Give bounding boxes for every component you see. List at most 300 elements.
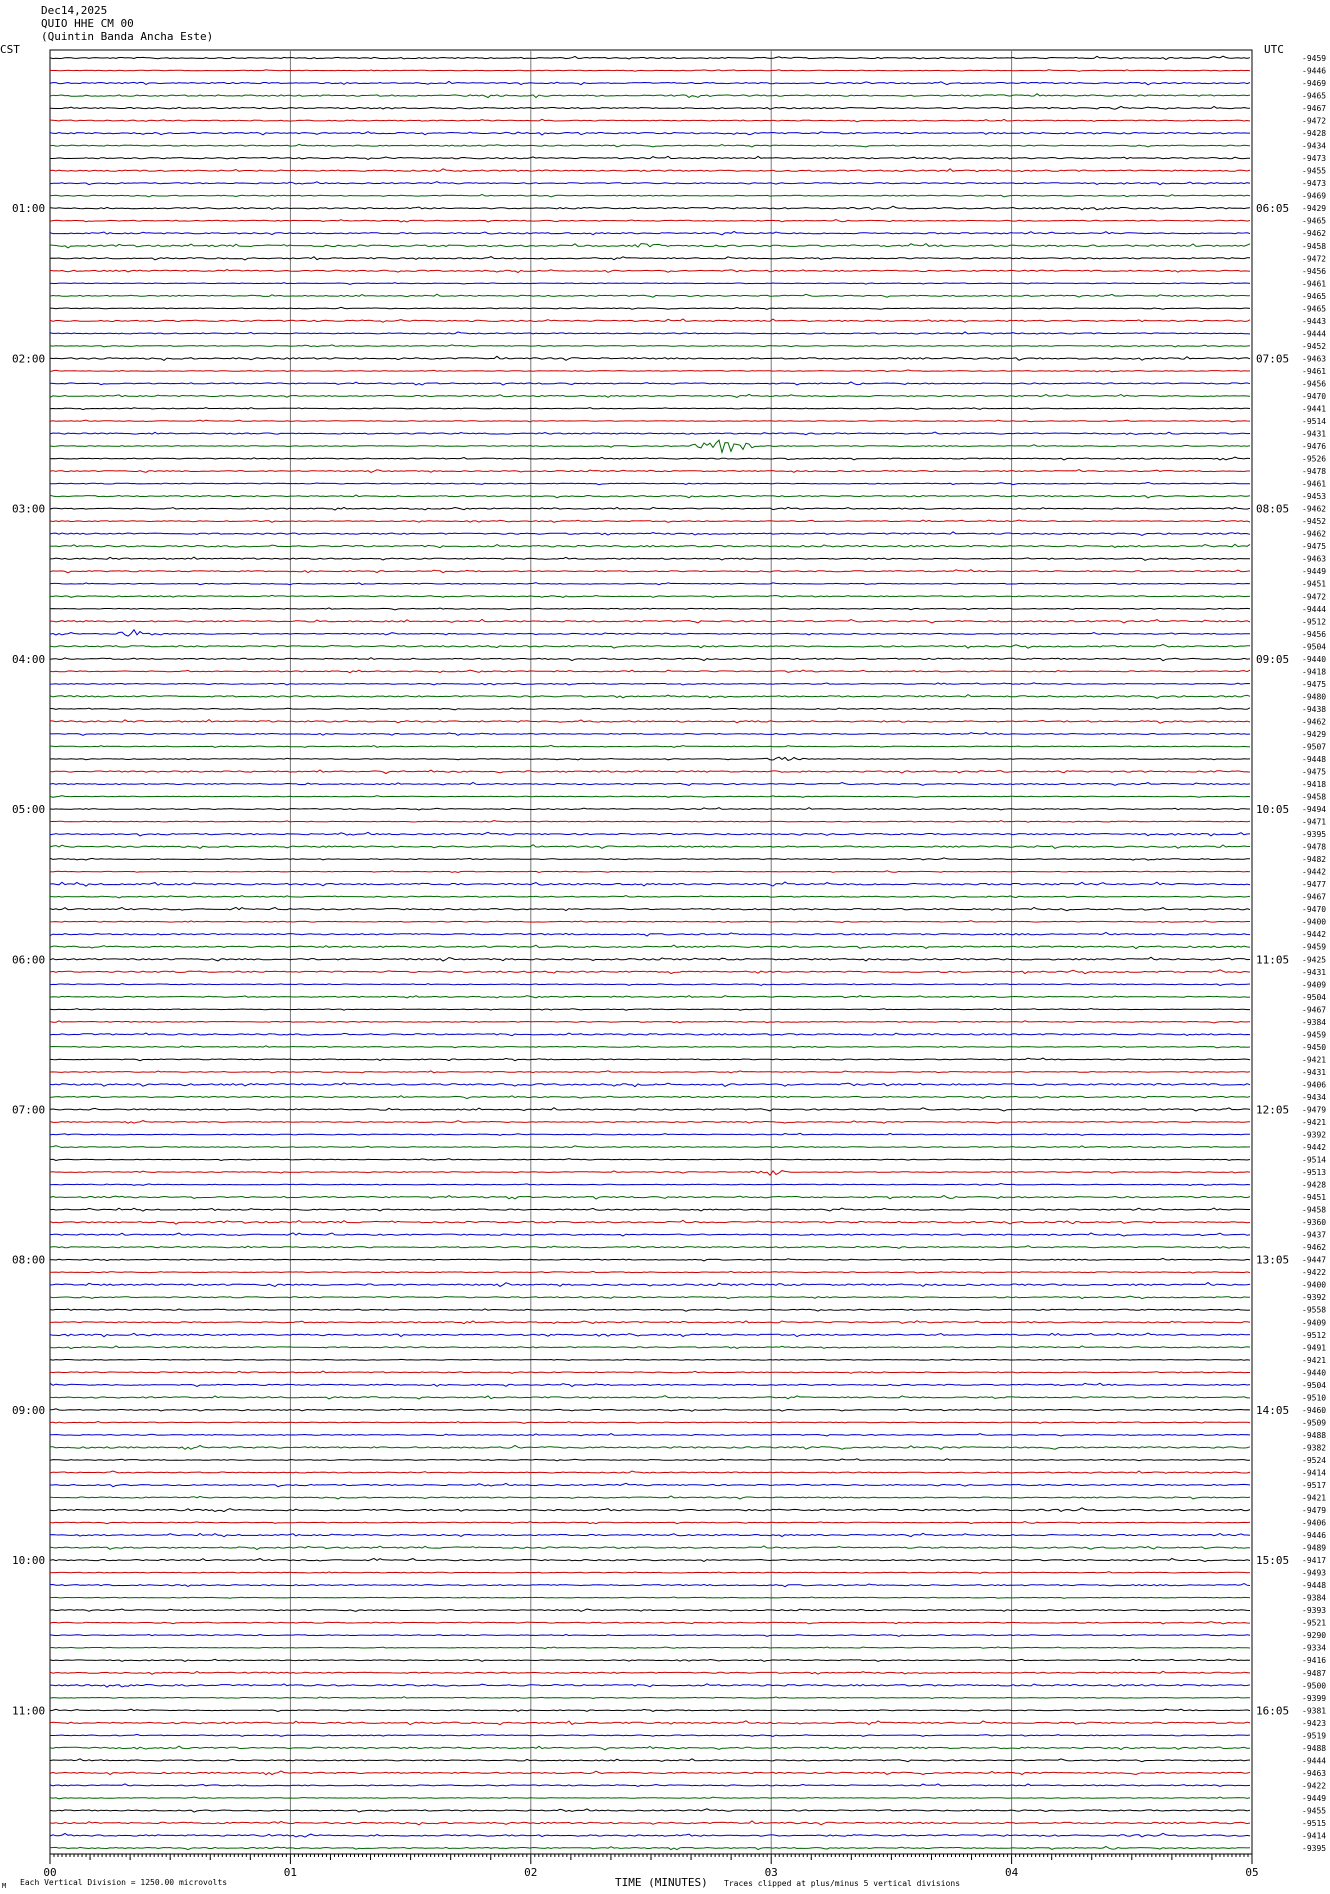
trace-value-label: -9491 [1302, 1343, 1327, 1353]
trace-value-label: -9393 [1302, 1606, 1327, 1616]
trace-value-label: -9461 [1302, 366, 1327, 376]
trace-line [50, 457, 1250, 460]
trace-line [50, 1071, 1250, 1073]
x-tick-label: 05 [1245, 1866, 1259, 1879]
right-hour-label: 13:05 [1256, 1253, 1290, 1267]
trace-value-label: -9494 [1302, 805, 1327, 815]
trace-value-label: -9462 [1302, 529, 1327, 539]
trace-line [50, 1821, 1250, 1825]
trace-value-label: -9400 [1302, 917, 1327, 927]
trace-line [50, 1021, 1250, 1023]
right-hour-label: 16:05 [1256, 1704, 1290, 1718]
trace-line [50, 1659, 1250, 1661]
trace-value-label: -9399 [1302, 1693, 1327, 1703]
trace-value-label: -9437 [1302, 1230, 1327, 1240]
trace-line [50, 156, 1250, 159]
trace-line [50, 1208, 1250, 1211]
trace-line [50, 1283, 1250, 1287]
trace-line [50, 1371, 1250, 1373]
left-hour-label: 03:00 [12, 502, 46, 516]
trace-line [50, 1246, 1250, 1249]
trace-line [50, 532, 1250, 536]
trace-line [50, 1296, 1250, 1299]
trace-line [50, 945, 1250, 949]
trace-value-label: -9472 [1302, 254, 1327, 264]
trace-value-label: -9521 [1302, 1618, 1327, 1628]
trace-line [50, 106, 1250, 109]
header-description: (Quintin Banda Ancha Este) [41, 30, 214, 43]
trace-line [50, 1258, 1250, 1261]
trace-value-label: -9429 [1302, 204, 1327, 214]
trace-value-label: -9360 [1302, 1218, 1327, 1228]
trace-line [50, 896, 1250, 899]
right-hour-label: 07:05 [1256, 352, 1290, 366]
trace-value-label: -9475 [1302, 767, 1327, 777]
trace-line [50, 1009, 1250, 1011]
trace-line [50, 1058, 1250, 1061]
trace-line [50, 1746, 1250, 1750]
trace-line [50, 619, 1250, 623]
trace-line [50, 56, 1250, 59]
trace-line [50, 408, 1250, 410]
trace-value-label: -9423 [1302, 1718, 1327, 1728]
trace-value-label: -9462 [1302, 1243, 1327, 1253]
trace-value-label: -9477 [1302, 880, 1327, 890]
x-tick-label: 02 [524, 1866, 538, 1879]
x-axis-label: TIME (MINUTES) [615, 1876, 708, 1889]
trace-value-label: -9524 [1302, 1455, 1327, 1465]
trace-line [50, 1133, 1250, 1135]
right-hour-label: 12:05 [1256, 1103, 1290, 1117]
trace-value-label: -9558 [1302, 1305, 1327, 1315]
trace-value-label: -9442 [1302, 867, 1327, 877]
trace-value-label: -9428 [1302, 1180, 1327, 1190]
trace-line [50, 244, 1250, 248]
trace-value-label: -9421 [1302, 1493, 1327, 1503]
trace-line [50, 544, 1250, 547]
trace-value-label: -9384 [1302, 1017, 1327, 1027]
trace-value-label: -9429 [1302, 729, 1327, 739]
trace-line [50, 608, 1250, 610]
trace-value-label: -9455 [1302, 166, 1327, 176]
trace-line [50, 206, 1250, 210]
trace-value-label: -9451 [1302, 1193, 1327, 1203]
trace-line [50, 1697, 1250, 1699]
trace-value-label: -9465 [1302, 304, 1327, 314]
trace-line [50, 1121, 1250, 1124]
trace-line [50, 932, 1250, 936]
trace-line [50, 1522, 1250, 1524]
trace-value-label: -9392 [1302, 1130, 1327, 1140]
trace-value-label: -9449 [1302, 567, 1327, 577]
trace-line [50, 695, 1250, 699]
trace-line [50, 370, 1250, 372]
trace-value-label: -9421 [1302, 1355, 1327, 1365]
trace-line [50, 1622, 1250, 1624]
trace-value-label: -9462 [1302, 504, 1327, 514]
right-hour-label: 15:05 [1256, 1554, 1290, 1568]
trace-line [50, 1784, 1250, 1787]
trace-value-label: -9456 [1302, 266, 1327, 276]
trace-line [50, 220, 1250, 223]
trace-line [50, 1033, 1250, 1036]
trace-line [50, 1734, 1250, 1736]
trace-value-label: -9444 [1302, 329, 1327, 339]
trace-line [50, 1671, 1250, 1674]
trace-line [50, 356, 1250, 360]
trace-line [50, 144, 1250, 147]
trace-value-label: -9290 [1302, 1631, 1327, 1641]
trace-line [50, 1709, 1250, 1711]
left-hour-label: 06:00 [12, 953, 46, 967]
trace-value-label: -9493 [1302, 1568, 1327, 1578]
trace-line [50, 1108, 1250, 1111]
trace-value-label: -9470 [1302, 391, 1327, 401]
clip-note: Traces clipped at plus/minus 5 vertical divisions [724, 1879, 961, 1888]
header-date: Dec14,2025 [41, 4, 108, 17]
trace-line [50, 1146, 1250, 1148]
trace-value-label: -9519 [1302, 1731, 1327, 1741]
trace-value-label: -9515 [1302, 1818, 1327, 1828]
trace-line [50, 94, 1250, 98]
trace-line [50, 782, 1250, 785]
trace-value-label: -9406 [1302, 1080, 1327, 1090]
trace-line [50, 845, 1250, 849]
trace-value-label: -9448 [1302, 754, 1327, 764]
trace-line [50, 1159, 1250, 1161]
trace-line [50, 294, 1250, 297]
trace-line [50, 495, 1250, 498]
trace-value-label: -9513 [1302, 1168, 1327, 1178]
left-hour-label: 01:00 [12, 202, 46, 216]
trace-line [50, 1359, 1250, 1360]
label-group [12, 54, 1326, 1853]
trace-value-label: -9462 [1302, 229, 1327, 239]
trace-value-label: -9418 [1302, 667, 1327, 677]
trace-line [50, 770, 1250, 774]
trace-value-label: -9414 [1302, 1831, 1327, 1841]
trace-value-label: -9504 [1302, 992, 1327, 1002]
trace-value-label: -9479 [1302, 1506, 1327, 1516]
trace-value-label: -9431 [1302, 1067, 1327, 1077]
trace-line [50, 1771, 1250, 1775]
trace-value-label: -9526 [1302, 454, 1327, 464]
trace-value-label: -9500 [1302, 1681, 1327, 1691]
x-tick-label: 00 [43, 1866, 57, 1879]
trace-line [50, 132, 1250, 135]
left-hour-label: 02:00 [12, 352, 46, 366]
trace-line [50, 1422, 1250, 1424]
trace-value-label: -9442 [1302, 930, 1327, 940]
trace-value-label: -9460 [1302, 1405, 1327, 1415]
trace-line [50, 1759, 1250, 1762]
trace-line [50, 119, 1250, 122]
trace-value-label: -9409 [1302, 1318, 1327, 1328]
trace-line [50, 1445, 1250, 1449]
trace-value-label: -9417 [1302, 1556, 1327, 1566]
trace-value-label: -9395 [1302, 1844, 1327, 1853]
trace-line [50, 1833, 1250, 1837]
trace-value-label: -9449 [1302, 1793, 1327, 1803]
trace-value-label: -9504 [1302, 1380, 1327, 1390]
trace-value-label: -9507 [1302, 742, 1327, 752]
trace-line [50, 1333, 1250, 1337]
trace-line [50, 520, 1250, 522]
trace-line [50, 1572, 1250, 1574]
left-hour-label: 07:00 [12, 1103, 46, 1117]
trace-value-label: -9440 [1302, 654, 1327, 664]
trace-line [50, 1533, 1250, 1536]
trace-value-label: -9446 [1302, 66, 1327, 76]
trace-line [50, 1609, 1250, 1611]
trace-line [50, 708, 1250, 710]
trace-value-label: -9476 [1302, 442, 1327, 452]
trace-value-label: -9421 [1302, 1117, 1327, 1127]
trace-value-label: -9443 [1302, 316, 1327, 326]
trace-value-label: -9444 [1302, 1756, 1327, 1766]
trace-line [50, 507, 1250, 510]
trace-line [50, 420, 1250, 422]
left-hour-label: 05:00 [12, 803, 46, 817]
trace-line [50, 871, 1250, 873]
trace-line [50, 440, 1250, 452]
trace-value-label: -9452 [1302, 341, 1327, 351]
trace-value-label: -9421 [1302, 1055, 1327, 1065]
right-hour-label: 14:05 [1256, 1403, 1290, 1417]
trace-line [50, 1797, 1250, 1799]
trace-value-label: -9487 [1302, 1668, 1327, 1678]
trace-value-label: -9438 [1302, 704, 1327, 714]
trace-value-label: -9431 [1302, 429, 1327, 439]
trace-line [50, 1721, 1250, 1725]
trace-value-label: -9514 [1302, 417, 1327, 427]
trace-value-label: -9475 [1302, 679, 1327, 689]
trace-value-label: -9456 [1302, 379, 1327, 389]
trace-value-label: -9434 [1302, 1092, 1327, 1102]
scale-note: Each Vertical Division = 1250.00 microvolts [20, 1878, 228, 1887]
trace-value-label: -9472 [1302, 592, 1327, 602]
trace-line [50, 808, 1250, 810]
trace-line [50, 583, 1250, 585]
trace-value-label: -9459 [1302, 1030, 1327, 1040]
trace-line [50, 720, 1250, 724]
trace-value-label: -9409 [1302, 980, 1327, 990]
header-station: QUIO HHE CM 00 [41, 17, 134, 30]
right-hour-label: 11:05 [1256, 953, 1290, 967]
trace-value-label: -9382 [1302, 1443, 1327, 1453]
trace-line [50, 832, 1250, 836]
trace-line [50, 345, 1250, 347]
trace-line [50, 1471, 1250, 1473]
trace-value-label: -9509 [1302, 1418, 1327, 1428]
trace-value-label: -9480 [1302, 692, 1327, 702]
trace-line [50, 257, 1250, 260]
trace-line [50, 644, 1250, 648]
trace-value-label: -9459 [1302, 942, 1327, 952]
trace-line [50, 382, 1250, 385]
trace-value-label: -9440 [1302, 1368, 1327, 1378]
trace-line [50, 1496, 1250, 1499]
trace-line [50, 394, 1250, 397]
trace-value-label: -9446 [1302, 1531, 1327, 1541]
trace-line [50, 1597, 1250, 1598]
trace-value-label: -9467 [1302, 1005, 1327, 1015]
trace-line [50, 1483, 1250, 1486]
right-hour-label: 08:05 [1256, 502, 1290, 516]
trace-value-label: -9504 [1302, 642, 1327, 652]
left-hour-label: 10:00 [12, 1554, 46, 1568]
trace-value-label: -9431 [1302, 967, 1327, 977]
trace-value-label: -9465 [1302, 216, 1327, 226]
trace-value-label: -9463 [1302, 554, 1327, 564]
trace-line [50, 470, 1250, 473]
trace-line [50, 232, 1250, 235]
trace-line [50, 1195, 1250, 1199]
trace-value-label: -9418 [1302, 780, 1327, 790]
trace-value-label: -9400 [1302, 1280, 1327, 1290]
right-hour-label: 06:05 [1256, 202, 1290, 216]
trace-line [50, 1634, 1250, 1636]
trace-value-label: -9434 [1302, 141, 1327, 151]
trace-line [50, 970, 1250, 974]
trace-value-label: -9471 [1302, 817, 1327, 827]
right-hour-label: 10:05 [1256, 803, 1290, 817]
trace-value-label: -9488 [1302, 1743, 1327, 1753]
trace-line [50, 658, 1250, 661]
trace-value-label: -9334 [1302, 1643, 1327, 1653]
trace-value-label: -9456 [1302, 629, 1327, 639]
right-timezone-label: UTC [1264, 43, 1284, 56]
trace-line [50, 283, 1250, 285]
left-hour-label: 08:00 [12, 1253, 46, 1267]
trace-line [50, 1459, 1250, 1461]
trace-value-label: -9428 [1302, 129, 1327, 139]
trace-value-label: -9453 [1302, 492, 1327, 502]
trace-line [50, 1546, 1250, 1550]
trace-line [50, 432, 1250, 435]
trace-value-label: -9447 [1302, 1255, 1327, 1265]
trace-value-label: -9384 [1302, 1593, 1327, 1603]
trace-value-label: -9458 [1302, 241, 1327, 251]
trace-line [50, 1220, 1250, 1224]
trace-line [50, 1584, 1250, 1587]
trace-line [50, 1434, 1250, 1436]
trace-value-label: -9452 [1302, 517, 1327, 527]
trace-line [50, 1046, 1250, 1048]
trace-line [50, 81, 1250, 84]
trace-line [50, 1184, 1250, 1186]
trace-line [50, 796, 1250, 798]
trace-line [50, 1684, 1250, 1687]
trace-line [50, 595, 1250, 597]
trace-value-label: -9478 [1302, 842, 1327, 852]
trace-line [50, 1346, 1250, 1349]
trace-line [50, 984, 1250, 986]
trace-value-label: -9442 [1302, 1143, 1327, 1153]
trace-value-label: -9462 [1302, 717, 1327, 727]
trace-value-label: -9469 [1302, 79, 1327, 89]
trace-value-label: -9475 [1302, 542, 1327, 552]
trace-line [50, 307, 1250, 309]
trace-line [50, 482, 1250, 484]
trace-value-label: -9441 [1302, 404, 1327, 414]
x-tick-label: 01 [283, 1866, 298, 1879]
trace-value-label: -9458 [1302, 1205, 1327, 1215]
trace-value-label: -9463 [1302, 354, 1327, 364]
trace-line [50, 957, 1250, 961]
trace-line [50, 996, 1250, 998]
trace-line [50, 757, 1250, 760]
trace-value-label: -9455 [1302, 1806, 1327, 1816]
trace-value-label: -9488 [1302, 1430, 1327, 1440]
right-hour-label: 09:05 [1256, 652, 1290, 666]
trace-value-label: -9461 [1302, 279, 1327, 289]
trace-line [50, 194, 1250, 197]
trace-value-label: -9459 [1302, 54, 1327, 63]
trace-value-label: -9465 [1302, 291, 1327, 301]
trace-value-label: -9510 [1302, 1393, 1327, 1403]
trace-value-label: -9392 [1302, 1293, 1327, 1303]
trace-line [50, 1647, 1250, 1649]
trace-line [50, 1809, 1250, 1812]
trace-line [50, 169, 1250, 172]
trace-value-label: -9416 [1302, 1656, 1327, 1666]
trace-value-label: -9395 [1302, 830, 1327, 840]
trace-value-label: -9467 [1302, 892, 1327, 902]
trace-value-label: -9489 [1302, 1543, 1327, 1553]
trace-line [50, 821, 1250, 823]
trace-value-label: -9472 [1302, 116, 1327, 126]
trace-line [50, 921, 1250, 923]
trace-line [50, 683, 1250, 685]
x-tick-label: 04 [1004, 1866, 1019, 1879]
trace-value-label: -9479 [1302, 1105, 1327, 1115]
x-tick-label: 03 [764, 1866, 778, 1879]
trace-value-label: -9422 [1302, 1268, 1327, 1278]
trace-line [50, 1396, 1250, 1399]
trace-value-label: -9448 [1302, 1581, 1327, 1591]
trace-line [50, 1096, 1250, 1099]
trace-value-label: -9458 [1302, 792, 1327, 802]
trace-value-label: -9512 [1302, 1330, 1327, 1340]
trace-line [50, 270, 1250, 273]
trace-value-label: -9517 [1302, 1480, 1327, 1490]
trace-value-label: -9381 [1302, 1706, 1327, 1716]
trace-line [50, 907, 1250, 910]
trace-line [50, 570, 1250, 573]
trace-value-label: -9512 [1302, 617, 1327, 627]
trace-value-label: -9451 [1302, 579, 1327, 589]
trace-line [50, 882, 1250, 886]
trace-line [50, 630, 1250, 636]
trace-value-label: -9473 [1302, 179, 1327, 189]
trace-value-label: -9467 [1302, 104, 1327, 114]
trace-group [50, 56, 1250, 1849]
trace-value-label: -9473 [1302, 154, 1327, 164]
footer-group [2, 1876, 960, 1890]
trace-value-label: -9444 [1302, 604, 1327, 614]
trace-value-label: -9406 [1302, 1518, 1327, 1528]
trace-value-label: -9465 [1302, 91, 1327, 101]
trace-value-label: -9463 [1302, 1768, 1327, 1778]
trace-line [50, 1558, 1250, 1561]
trace-line [50, 745, 1250, 747]
left-hour-label: 11:00 [12, 1704, 46, 1718]
trace-line [50, 319, 1250, 322]
trace-value-label: -9514 [1302, 1155, 1327, 1165]
trace-line [50, 182, 1250, 185]
trace-line [50, 1309, 1250, 1311]
